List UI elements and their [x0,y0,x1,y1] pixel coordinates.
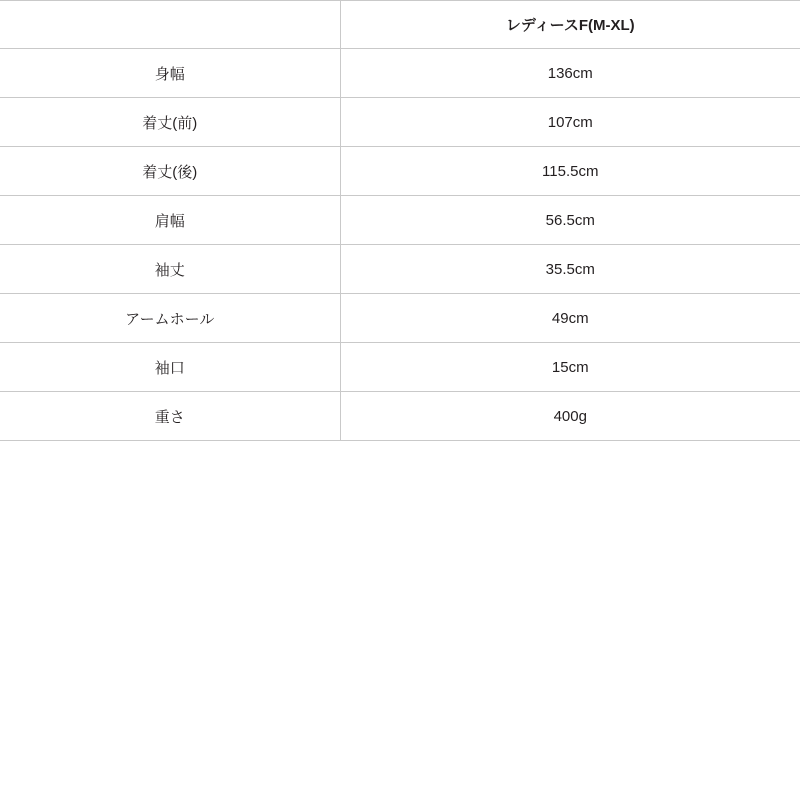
row-value: 400g [340,392,800,441]
table-header-size: レディースF(M-XL) [340,1,800,49]
row-value: 115.5cm [340,147,800,196]
table-row [0,294,800,343]
table-row [0,147,800,196]
row-value: 15cm [340,343,800,392]
row-label: 袖丈 [0,245,340,294]
row-value: 35.5cm [340,245,800,294]
row-label: 着丈(後) [0,147,340,196]
row-label: アームホール [0,294,340,343]
table-row [0,392,800,441]
table-row [0,196,800,245]
table-row [0,98,800,147]
row-value: 56.5cm [340,196,800,245]
table-header-row [0,1,800,49]
table-row [0,49,800,98]
row-label: 身幅 [0,49,340,98]
table-row [0,245,800,294]
row-label: 袖口 [0,343,340,392]
table-corner-cell [0,1,340,49]
row-value: 107cm [340,98,800,147]
row-value: 136cm [340,49,800,98]
table-row [0,343,800,392]
size-table-body [0,49,800,441]
row-value: 49cm [340,294,800,343]
size-table-header [0,1,800,49]
row-label: 重さ [0,392,340,441]
row-label: 着丈(前) [0,98,340,147]
row-label: 肩幅 [0,196,340,245]
